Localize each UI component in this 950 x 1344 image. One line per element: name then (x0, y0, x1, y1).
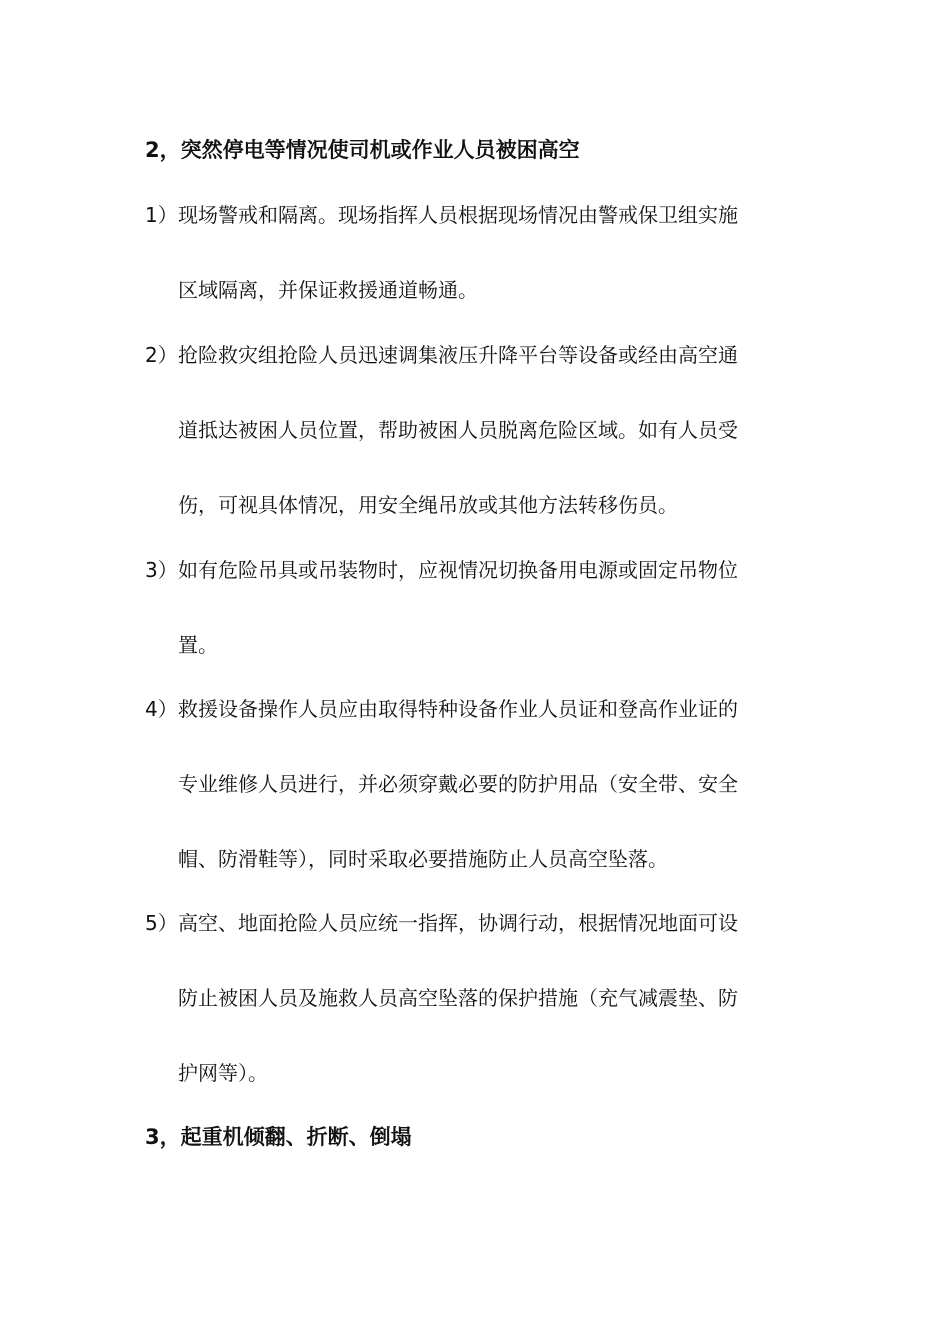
item-line: 伤，可视具体情况，用安全绳吊放或其他方法转移伤员。 (178, 493, 678, 517)
item-line: 护网等）。 (178, 1061, 268, 1085)
item-line: 防止被困人员及施救人员高空坠落的保护措施（充气减震垫、防 (178, 986, 738, 1010)
item-line: 救援设备操作人员应由取得特种设备作业人员证和登高作业证的 (178, 697, 738, 721)
item-line: 现场警戒和隔离。现场指挥人员根据现场情况由警戒保卫组实施 (178, 203, 738, 227)
item-line: 置。 (178, 633, 218, 657)
section-heading: 3，起重机倾翻、折断、倒塌 (145, 1125, 412, 1149)
item-line: 区域隔离，并保证救援通道畅通。 (178, 278, 478, 302)
item-number: 3） (145, 558, 178, 582)
item-line: 专业维修人员进行，并必须穿戴必要的防护用品（安全带、安全 (178, 772, 738, 796)
item-number: 1） (145, 203, 178, 227)
item-line: 帽、防滑鞋等），同时采取必要措施防止人员高空坠落。 (178, 847, 668, 871)
section-heading: 2，突然停电等情况使司机或作业人员被困高空 (145, 138, 580, 162)
item-line: 抢险救灾组抢险人员迅速调集液压升降平台等设备或经由高空通 (178, 343, 738, 367)
item-number: 2） (145, 343, 178, 367)
item-number: 4） (145, 697, 178, 721)
item-line: 道抵达被困人员位置，帮助被困人员脱离危险区域。如有人员受 (178, 418, 738, 442)
item-line: 高空、地面抢险人员应统一指挥，协调行动，根据情况地面可设 (178, 911, 738, 935)
item-number: 5） (145, 911, 178, 935)
item-line: 如有危险吊具或吊装物时，应视情况切换备用电源或固定吊物位 (178, 558, 738, 582)
